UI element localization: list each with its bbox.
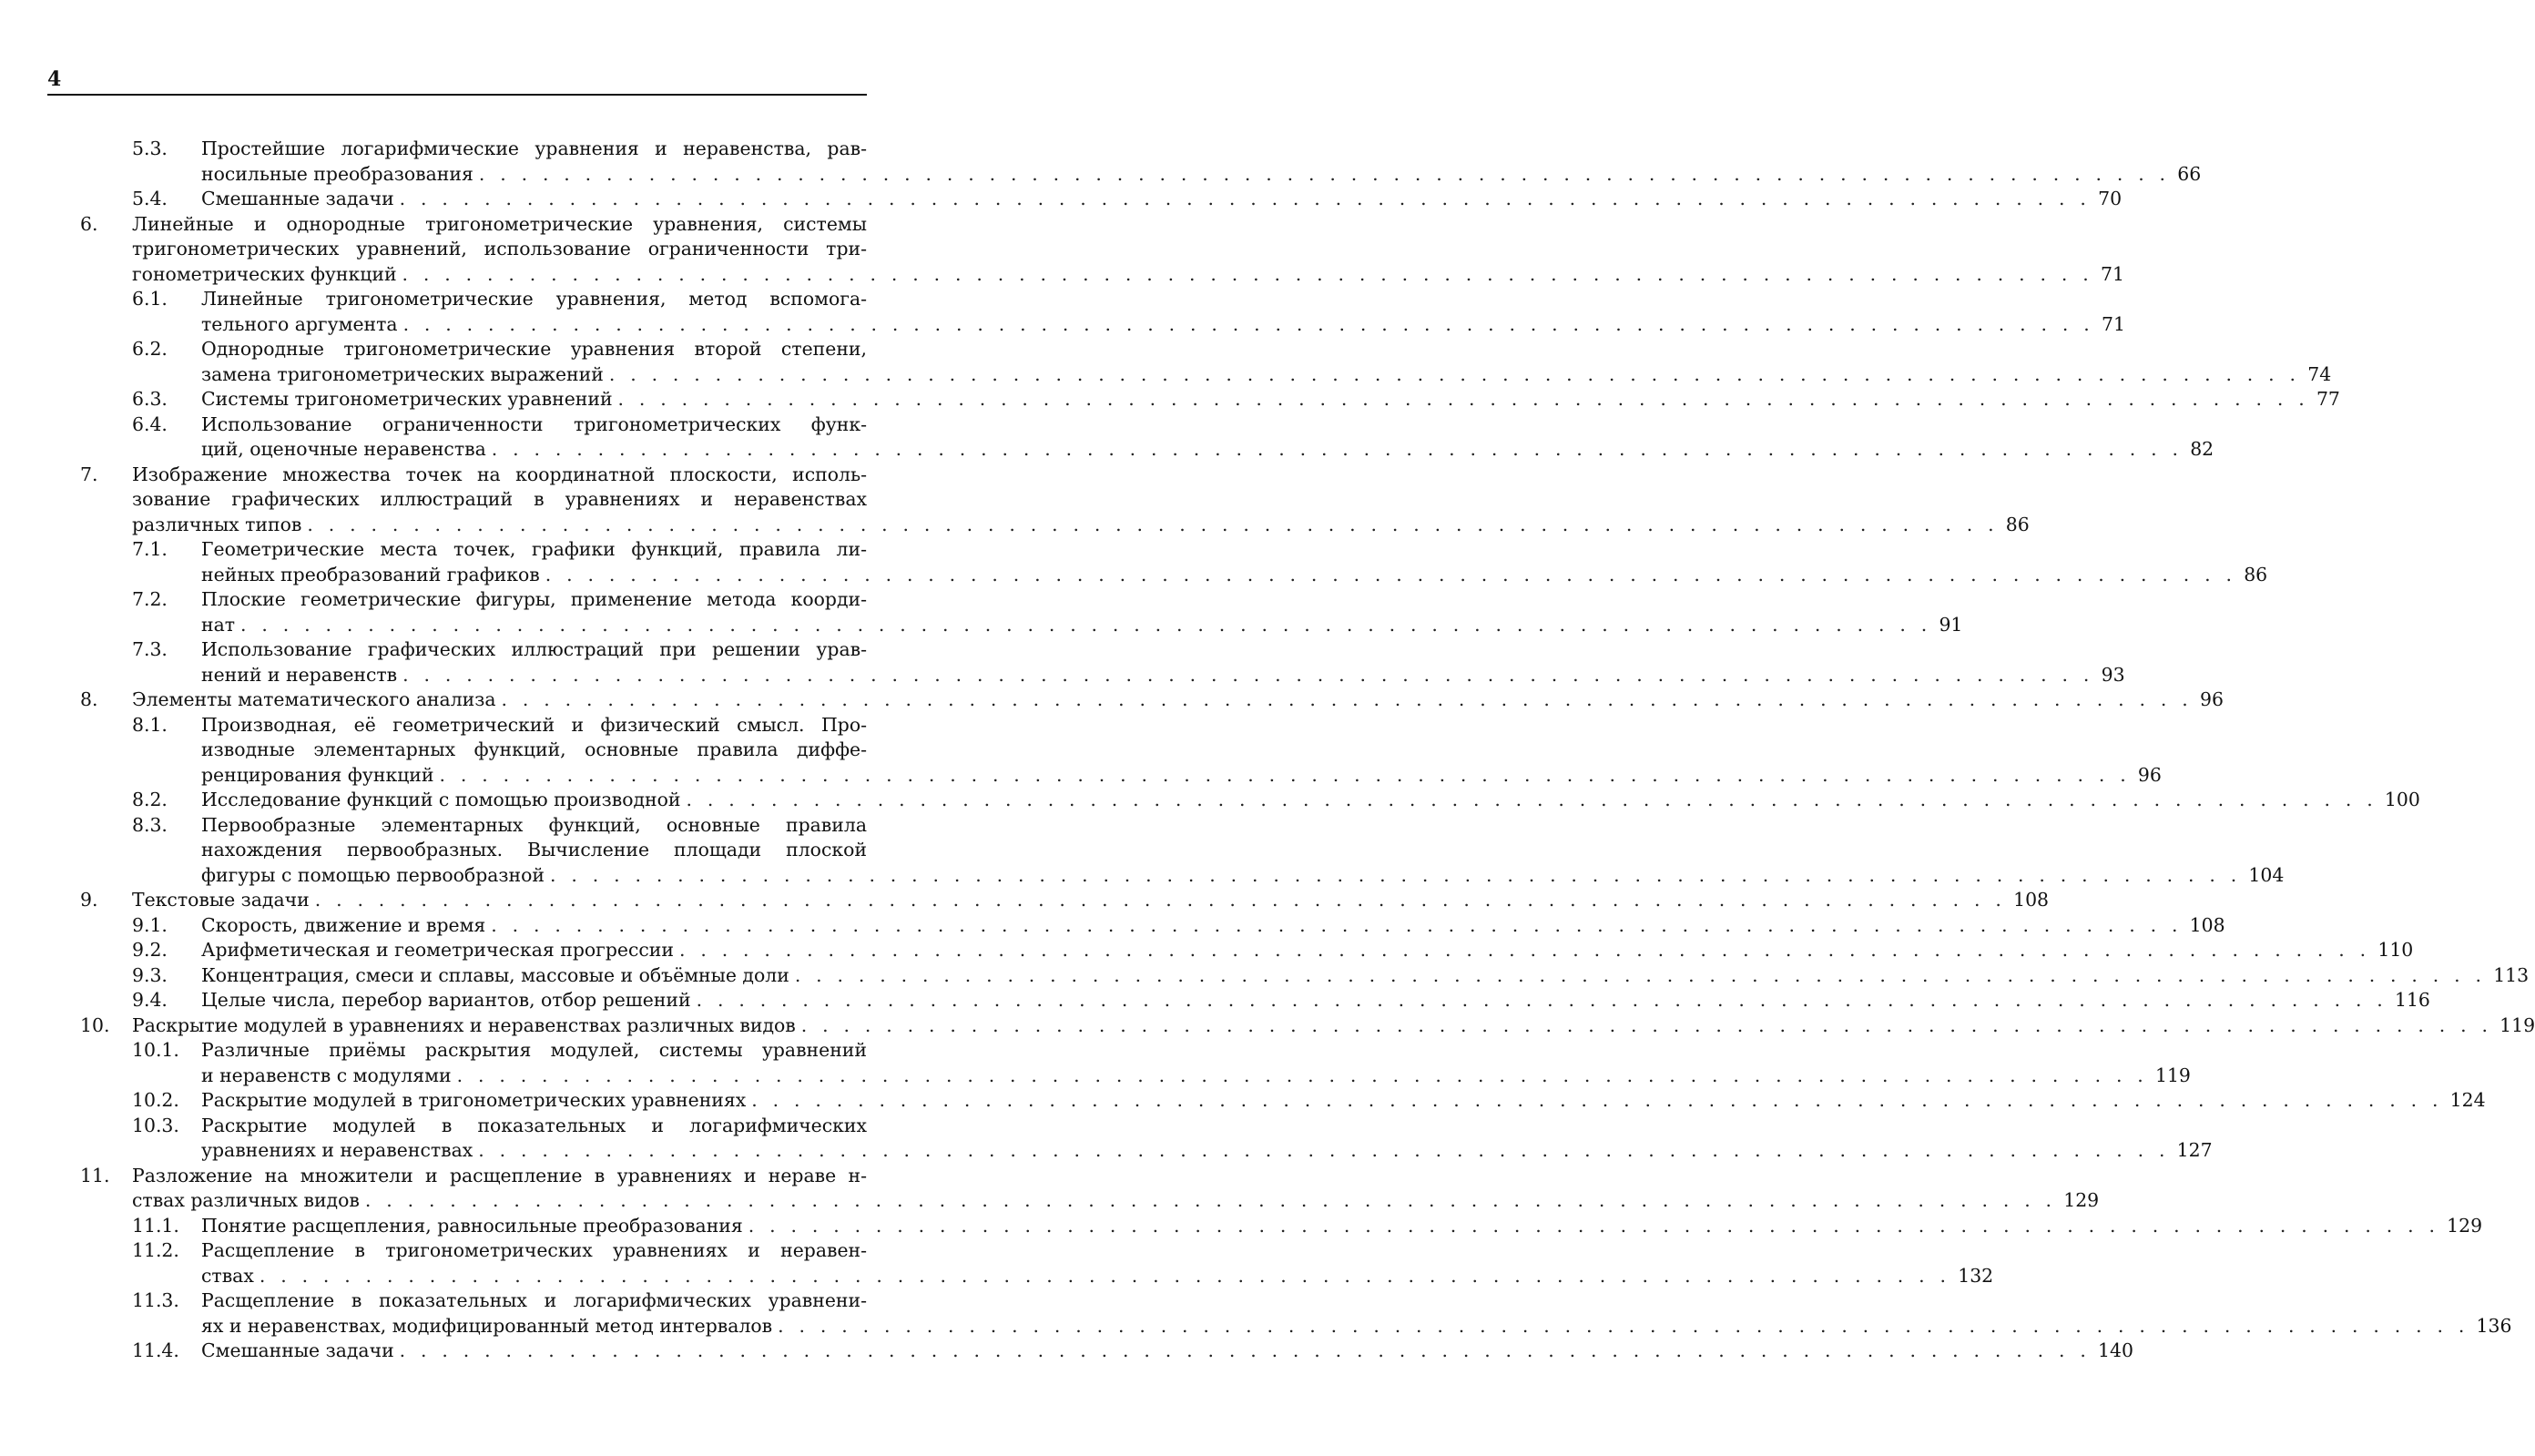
- toc-chapter: [0, 888, 2050, 913]
- toc-section: [0, 1114, 2213, 1164]
- toc-entry-title: [201, 1038, 2191, 1088]
- toc-title-line: Линейные и однородные тригонометрические уравнения, системы: [132, 212, 867, 235]
- toc-page-number: 96: [2137, 763, 2162, 786]
- toc-title-last-line: [201, 1314, 2512, 1339]
- toc-title-line: тригонометрических уравнений, использование ограниченности три-: [132, 238, 867, 260]
- toc-entry-number: 9.4.: [132, 989, 168, 1011]
- toc-page-number: 116: [2394, 989, 2430, 1011]
- toc-section: [0, 637, 2125, 687]
- toc-entry-title: [132, 463, 2030, 538]
- toc-entry-number: 7.1.: [132, 538, 168, 560]
- toc-entry-title: [201, 287, 2125, 337]
- toc-chapter: [0, 1013, 2535, 1039]
- toc-page-number: 93: [2101, 663, 2125, 686]
- toc-entry-title: [201, 713, 2162, 789]
- toc-title-line: Раскрытие модулей в тригонометрических уравнениях: [201, 1089, 747, 1111]
- toc-page-number: 132: [1958, 1264, 1994, 1287]
- toc-title-last-line: [132, 1013, 2535, 1039]
- toc-title-last-line: [201, 988, 2430, 1013]
- toc-title-line: гонометрических функций: [132, 262, 397, 285]
- toc-entry-number: 11.3.: [132, 1289, 179, 1311]
- toc-title-line: Простейшие логарифмические уравнения и неравенства, рав-: [201, 137, 867, 159]
- toc-title-last-line: [201, 963, 2530, 989]
- toc-title-line: Геометрические места точек, графики функций, правила ли-: [201, 538, 867, 560]
- toc-entry-number: 8.1.: [132, 713, 168, 736]
- toc-entry-number: 8.: [80, 688, 98, 710]
- toc-section: [0, 387, 2340, 412]
- toc-title-last-line: [201, 863, 2285, 889]
- toc-page-number: 110: [2377, 939, 2414, 961]
- toc-section: [0, 337, 2332, 387]
- toc-title-line: Раскрытие модулей в уравнениях и неравенствах различных видов: [132, 1013, 796, 1036]
- toc-page-number: 129: [2447, 1214, 2483, 1237]
- toc-entry-number: 7.2.: [132, 588, 168, 610]
- toc-title-line: фигуры с помощью первообразной: [201, 863, 545, 886]
- dot-leader: . . . . . . . . . . . . . . . . . . . . . . . . . . . . . . . . . . . . . . . . . . . . . . . . . . . . . . . . . . . . . . . . . . . . . . . . . . . . . . . .: [456, 1064, 2148, 1086]
- toc-entry-number: 5.3.: [132, 137, 168, 159]
- toc-title-line: Смешанные задачи: [201, 1339, 394, 1361]
- toc-page-number: 71: [2100, 262, 2124, 285]
- toc-entry-title: [132, 212, 2124, 288]
- toc-title-last-line: [132, 262, 2124, 288]
- dot-leader: . . . . . . . . . . . . . . . . . . . . . . . . . . . . . . . . . . . . . . . . . . . . . . . . . . . . . . . . . . . . . . . . . . . . . . . . . . . . . . . .: [686, 789, 2377, 810]
- dot-leader: . . . . . . . . . . . . . . . . . . . . . . . . . . . . . . . . . . . . . . . . . . . . . . . . . . . . . . . . . . . . . . . . . . . . . . . . . . . . . . . .: [545, 563, 2237, 585]
- dot-leader: . . . . . . . . . . . . . . . . . . . . . . . . . . . . . . . . . . . . . . . . . . . . . . . . . . . . . . . . . . . . . . . . . . . . . . . . . . . . . . . .: [399, 188, 2092, 209]
- toc-chapter: [0, 212, 2124, 288]
- toc-entry-number: 10.: [80, 1013, 110, 1036]
- toc-entry-title: [132, 888, 2050, 913]
- dot-leader: . . . . . . . . . . . . . . . . . . . . . . . . . . . . . . . . . . . . . . . . . . . . . . . . . . . . . . . . . . . . . . . . . . . . . . . . . . . . . . . .: [307, 513, 1999, 535]
- dot-leader: . . . . . . . . . . . . . . . . . . . . . . . . . . . . . . . . . . . . . . . . . . . . . . . . . . . . . . . . . . . . . . . . . . . . . . . . . . . . . . . .: [259, 1264, 1951, 1287]
- toc-title-line: носильные преобразования: [201, 162, 473, 185]
- toc-page-number: 104: [2248, 863, 2285, 886]
- toc-entry-title: [201, 387, 2340, 412]
- toc-entry-number: 9.3.: [132, 963, 168, 986]
- toc-entry-number: 9.2.: [132, 939, 168, 961]
- toc-title-line: ствах различных видов: [132, 1189, 360, 1211]
- toc-section: [0, 913, 2225, 939]
- toc-entry-number: 11.1.: [132, 1214, 179, 1237]
- toc-page-number: 82: [2190, 438, 2214, 460]
- toc-title-last-line: [201, 437, 2214, 463]
- toc-title-line: Однородные тригонометрические уравнения второй степени,: [201, 338, 867, 360]
- toc-page-number: 136: [2476, 1314, 2512, 1337]
- toc-title-line: зование графических иллюстраций в уравнениях и неравенствах: [132, 488, 867, 510]
- toc-title-line: Плоские геометрические фигуры, применение метода коорди-: [201, 588, 867, 610]
- dot-leader: . . . . . . . . . . . . . . . . . . . . . . . . . . . . . . . . . . . . . . . . . . . . . . . . . . . . . . . . . . . . . . . . . . . . . . . . . . . . . . . .: [478, 1139, 2170, 1161]
- toc-title-last-line: [132, 687, 2224, 713]
- toc-entry-title: [201, 587, 1963, 637]
- toc-section: [0, 1214, 2483, 1239]
- dot-leader: . . . . . . . . . . . . . . . . . . . . . . . . . . . . . . . . . . . . . . . . . . . . . . . . . . . . . . . . . . . . . . . . . . . . . . . . . . . . . . . .: [402, 262, 2093, 285]
- toc-title-line: ренцирования функций: [201, 763, 434, 786]
- toc-title-line: Смешанные задачи: [201, 188, 394, 209]
- toc-entry-number: 7.: [80, 463, 98, 485]
- toc-title-last-line: [201, 362, 2332, 388]
- toc-title-line: Раскрытие модулей в показательных и логарифмических: [201, 1114, 867, 1136]
- toc-section: [0, 137, 2202, 187]
- toc-title-last-line: [201, 663, 2125, 688]
- dot-leader: . . . . . . . . . . . . . . . . . . . . . . . . . . . . . . . . . . . . . . . . . . . . . . . . . . . . . . . . . . . . . . . . . . . . . . . . . . . . . . . .: [491, 913, 2183, 936]
- toc-page-number: 124: [2449, 1089, 2486, 1111]
- toc-entry-number: 11.: [80, 1164, 110, 1186]
- toc-title-line: Понятие расщепления, равносильные преобразования: [201, 1214, 743, 1237]
- toc-entry-title: [201, 913, 2225, 939]
- toc-entry-title: [132, 687, 2224, 713]
- toc-entry-title: [201, 1288, 2512, 1339]
- toc-section: [0, 1238, 1994, 1288]
- toc-entry-title: [201, 963, 2530, 989]
- toc-title-line: нахождения первообразных. Вычисление площади плоской: [201, 839, 867, 860]
- toc-title-line: различных типов: [132, 513, 302, 535]
- dot-leader: . . . . . . . . . . . . . . . . . . . . . . . . . . . . . . . . . . . . . . . . . . . . . . . . . . . . . . . . . . . . . . . . . . . . . . . . . . . . . . . .: [778, 1314, 2469, 1337]
- dot-leader: . . . . . . . . . . . . . . . . . . . . . . . . . . . . . . . . . . . . . . . . . . . . . . . . . . . . . . . . . . . . . . . . . . . . . . . . . . . . . . . .: [800, 1013, 2493, 1036]
- toc-entry-number: 9.1.: [132, 913, 168, 936]
- toc-title-last-line: [201, 187, 2123, 212]
- toc-title-line: Исследование функций с помощью производной: [201, 789, 681, 810]
- toc-title-line: Производная, её геометрический и физический смысл. Про-: [201, 713, 867, 736]
- toc-title-line: нейных преобразований графиков: [201, 563, 540, 585]
- toc-page-number: 66: [2177, 162, 2202, 185]
- toc-entry-number: 6.2.: [132, 338, 168, 360]
- dot-leader: . . . . . . . . . . . . . . . . . . . . . . . . . . . . . . . . . . . . . . . . . . . . . . . . . . . . . . . . . . . . . . . . . . . . . . . . . . . . . . . .: [678, 939, 2371, 961]
- toc-entry-number: 11.4.: [132, 1339, 179, 1361]
- toc-title-line: Скорость, движение и время: [201, 913, 486, 936]
- toc-entry-number: 8.3.: [132, 813, 168, 836]
- toc-title-last-line: [132, 888, 2050, 913]
- toc-title-last-line: [201, 913, 2225, 939]
- toc-entry-title: [201, 1339, 2133, 1364]
- toc-page-number: 86: [2244, 563, 2268, 585]
- toc-entry-number: 7.3.: [132, 638, 168, 660]
- toc-title-line: Линейные тригонометрические уравнения, метод вспомога-: [201, 288, 867, 310]
- toc-page-number: 119: [2154, 1064, 2191, 1086]
- toc-entry-title: [201, 1238, 1994, 1288]
- toc-section: [0, 788, 2420, 813]
- toc-section: [0, 813, 2285, 889]
- toc-entry-number: 9.: [80, 889, 98, 911]
- toc-entry-number: 10.2.: [132, 1089, 179, 1111]
- toc-entry-number: 10.1.: [132, 1039, 179, 1061]
- toc-section: [0, 1088, 2486, 1114]
- toc-title-line: Использование ограниченности тригонометрических функ-: [201, 412, 867, 435]
- toc-entry-number: 6.4.: [132, 412, 168, 435]
- toc-title-last-line: [201, 1339, 2133, 1364]
- toc-title-line: Арифметическая и геометрическая прогрессии: [201, 939, 674, 961]
- toc-entry-number: 11.2.: [132, 1239, 179, 1261]
- toc-page-number: 129: [2063, 1189, 2100, 1211]
- toc-title-line: Расщепление в тригонометрических уравнениях и неравен-: [201, 1239, 867, 1261]
- toc-title-line: ствах: [201, 1264, 254, 1287]
- toc-page-number: 140: [2098, 1339, 2133, 1361]
- toc-title-line: и неравенств с модулями: [201, 1064, 452, 1086]
- toc-title-last-line: [201, 1064, 2191, 1089]
- toc-section: [0, 537, 2268, 587]
- toc-chapter: [0, 463, 2030, 538]
- toc-page-number: 100: [2384, 789, 2420, 810]
- page-number: 4: [47, 67, 62, 91]
- toc-chapter: [0, 687, 2224, 713]
- dot-leader: . . . . . . . . . . . . . . . . . . . . . . . . . . . . . . . . . . . . . . . . . . . . . . . . . . . . . . . . . . . . . . . . . . . . . . . . . . . . . . . .: [240, 613, 1932, 636]
- toc-title-line: уравнениях и неравенствах: [201, 1139, 473, 1161]
- toc-entry-title: [201, 988, 2430, 1013]
- dot-leader: . . . . . . . . . . . . . . . . . . . . . . . . . . . . . . . . . . . . . . . . . . . . . . . . . . . . . . . . . . . . . . . . . . . . . . . . . . . . . . . .: [751, 1089, 2443, 1111]
- toc-entry-title: [201, 187, 2123, 212]
- dot-leader: . . . . . . . . . . . . . . . . . . . . . . . . . . . . . . . . . . . . . . . . . . . . . . . . . . . . . . . . . . . . . . . . . . . . . . . . . . . . . . . .: [748, 1214, 2440, 1237]
- dot-leader: . . . . . . . . . . . . . . . . . . . . . . . . . . . . . . . . . . . . . . . . . . . . . . . . . . . . . . . . . . . . . . . . . . . . . . . . . . . . . . . .: [478, 162, 2171, 185]
- dot-leader: . . . . . . . . . . . . . . . . . . . . . . . . . . . . . . . . . . . . . . . . . . . . . . . . . . . . . . . . . . . . . . . . . . . . . . . . . . . . . . . .: [314, 889, 2007, 911]
- header-rule: [47, 94, 867, 96]
- dot-leader: . . . . . . . . . . . . . . . . . . . . . . . . . . . . . . . . . . . . . . . . . . . . . . . . . . . . . . . . . . . . . . . . . . . . . . . . . . . . . . . .: [402, 312, 2094, 335]
- dot-leader: . . . . . . . . . . . . . . . . . . . . . . . . . . . . . . . . . . . . . . . . . . . . . . . . . . . . . . . . . . . . . . . . . . . . . . . . . . . . . . . .: [364, 1189, 2057, 1211]
- dot-leader: . . . . . . . . . . . . . . . . . . . . . . . . . . . . . . . . . . . . . . . . . . . . . . . . . . . . . . . . . . . . . . . . . . . . . . . . . . . . . . . .: [501, 688, 2193, 710]
- toc-entry-title: [201, 1088, 2486, 1114]
- toc-title-line: Разложение на множители и расщепление в уравнениях и нераве н-: [132, 1164, 867, 1186]
- toc-entry-title: [201, 137, 2202, 187]
- toc-page-number: 91: [1939, 613, 1963, 636]
- toc-title-line: Целые числа, перебор вариантов, отбор решений: [201, 989, 691, 1011]
- toc-page-number: 113: [2493, 963, 2530, 986]
- toc-section: [0, 587, 1963, 637]
- toc-page-number: 127: [2176, 1139, 2213, 1161]
- toc-title-line: Использование графических иллюстраций при решении урав-: [201, 638, 867, 660]
- toc-title-last-line: [201, 1214, 2483, 1239]
- toc-page-number: 119: [2499, 1013, 2535, 1036]
- toc-page-number: 71: [2101, 312, 2125, 335]
- toc-title-last-line: [201, 312, 2125, 338]
- toc-section: [0, 412, 2214, 463]
- dot-leader: . . . . . . . . . . . . . . . . . . . . . . . . . . . . . . . . . . . . . . . . . . . . . . . . . . . . . . . . . . . . . . . . . . . . . . . . . . . . . . . .: [402, 663, 2094, 686]
- toc-title-last-line: [201, 1264, 1994, 1289]
- toc-page-number: 77: [2316, 388, 2340, 410]
- toc-title-line: замена тригонометрических выражений: [201, 362, 604, 385]
- toc-section: [0, 1288, 2512, 1339]
- toc-entry-title: [201, 813, 2285, 889]
- toc-entry-number: 6.1.: [132, 288, 168, 310]
- toc-entry-title: [201, 412, 2214, 463]
- toc-title-line: тельного аргумента: [201, 312, 398, 335]
- toc-section: [0, 938, 2414, 963]
- toc-entry-title: [132, 1164, 2100, 1214]
- toc-title-last-line: [201, 162, 2202, 188]
- toc-title-last-line: [201, 763, 2162, 789]
- dot-leader: . . . . . . . . . . . . . . . . . . . . . . . . . . . . . . . . . . . . . . . . . . . . . . . . . . . . . . . . . . . . . . . . . . . . . . . . . . . . . . . .: [439, 763, 2131, 786]
- dot-leader: . . . . . . . . . . . . . . . . . . . . . . . . . . . . . . . . . . . . . . . . . . . . . . . . . . . . . . . . . . . . . . . . . . . . . . . . . . . . . . . .: [399, 1339, 2092, 1361]
- toc-page-number: 86: [2005, 513, 2030, 535]
- toc-title-line: Элементы математического анализа: [132, 688, 496, 710]
- dot-leader: . . . . . . . . . . . . . . . . . . . . . . . . . . . . . . . . . . . . . . . . . . . . . . . . . . . . . . . . . . . . . . . . . . . . . . . . . . . . . . . .: [696, 989, 2387, 1011]
- toc-title-line: нат: [201, 613, 236, 636]
- toc-title-last-line: [132, 513, 2030, 538]
- toc-entry-title: [201, 537, 2268, 587]
- toc-entry-number: 5.4.: [132, 188, 168, 209]
- toc-page-number: 70: [2098, 188, 2123, 209]
- dot-leader: . . . . . . . . . . . . . . . . . . . . . . . . . . . . . . . . . . . . . . . . . . . . . . . . . . . . . . . . . . . . . . . . . . . . . . . . . . . . . . . .: [491, 438, 2184, 460]
- toc-page-number: 108: [2189, 913, 2225, 936]
- toc-title-last-line: [201, 387, 2340, 412]
- toc-chapter: [0, 1164, 2100, 1214]
- toc-page-number: 108: [2013, 889, 2050, 911]
- toc-section: [0, 187, 2123, 212]
- table-of-contents: [0, 137, 2535, 1364]
- toc-section: [0, 963, 2530, 989]
- toc-title-line: Системы тригонометрических уравнений: [201, 388, 613, 410]
- toc-title-last-line: [201, 563, 2268, 588]
- toc-title-line: ций, оценочные неравенства: [201, 438, 486, 460]
- toc-title-last-line: [201, 1088, 2486, 1114]
- toc-title-line: Первообразные элементарных функций, основные правила: [201, 813, 867, 836]
- toc-title-line: нений и неравенств: [201, 663, 398, 686]
- toc-title-last-line: [201, 613, 1963, 638]
- toc-title-line: изводные элементарных функций, основные правила диффе-: [201, 738, 867, 760]
- toc-title-line: Расщепление в показательных и логарифмических уравнени-: [201, 1289, 867, 1311]
- toc-entry-number: 6.: [80, 212, 98, 235]
- toc-entry-title: [201, 1214, 2483, 1239]
- toc-title-line: Различные приёмы раскрытия модулей, системы уравнений: [201, 1039, 867, 1061]
- toc-title-line: Концентрация, смеси и сплавы, массовые и объёмные доли: [201, 963, 789, 986]
- toc-title-last-line: [201, 1138, 2213, 1164]
- toc-entry-title: [201, 1114, 2213, 1164]
- toc-entry-title: [201, 637, 2125, 687]
- toc-section: [0, 287, 2125, 337]
- toc-title-line: Текстовые задачи: [132, 889, 310, 911]
- toc-entry-number: 6.3.: [132, 388, 168, 410]
- toc-page-number: 74: [2307, 362, 2332, 385]
- toc-title-last-line: [132, 1188, 2100, 1214]
- dot-leader: . . . . . . . . . . . . . . . . . . . . . . . . . . . . . . . . . . . . . . . . . . . . . . . . . . . . . . . . . . . . . . . . . . . . . . . . . . . . . . . .: [617, 388, 2309, 410]
- toc-section: [0, 1339, 2133, 1364]
- dot-leader: . . . . . . . . . . . . . . . . . . . . . . . . . . . . . . . . . . . . . . . . . . . . . . . . . . . . . . . . . . . . . . . . . . . . . . . . . . . . . . . .: [550, 863, 2242, 886]
- toc-entry-title: [201, 788, 2420, 813]
- toc-title-last-line: [201, 788, 2420, 813]
- dot-leader: . . . . . . . . . . . . . . . . . . . . . . . . . . . . . . . . . . . . . . . . . . . . . . . . . . . . . . . . . . . . . . . . . . . . . . . . . . . . . . . .: [794, 963, 2487, 986]
- toc-title-line: ях и неравенствах, модифицированный метод интервалов: [201, 1314, 773, 1337]
- toc-section: [0, 713, 2162, 789]
- toc-entry-title: [201, 938, 2414, 963]
- dot-leader: . . . . . . . . . . . . . . . . . . . . . . . . . . . . . . . . . . . . . . . . . . . . . . . . . . . . . . . . . . . . . . . . . . . . . . . . . . . . . . . .: [608, 362, 2301, 385]
- toc-title-line: Изображение множества точек на координатной плоскости, исполь-: [132, 463, 867, 485]
- toc-page-number: 96: [2199, 688, 2224, 710]
- toc-entry-title: [132, 1013, 2535, 1039]
- toc-section: [0, 1038, 2191, 1088]
- toc-entry-title: [201, 337, 2332, 387]
- toc-entry-number: 8.2.: [132, 789, 168, 810]
- toc-title-last-line: [201, 938, 2414, 963]
- toc-section: [0, 988, 2430, 1013]
- toc-entry-number: 10.3.: [132, 1114, 179, 1136]
